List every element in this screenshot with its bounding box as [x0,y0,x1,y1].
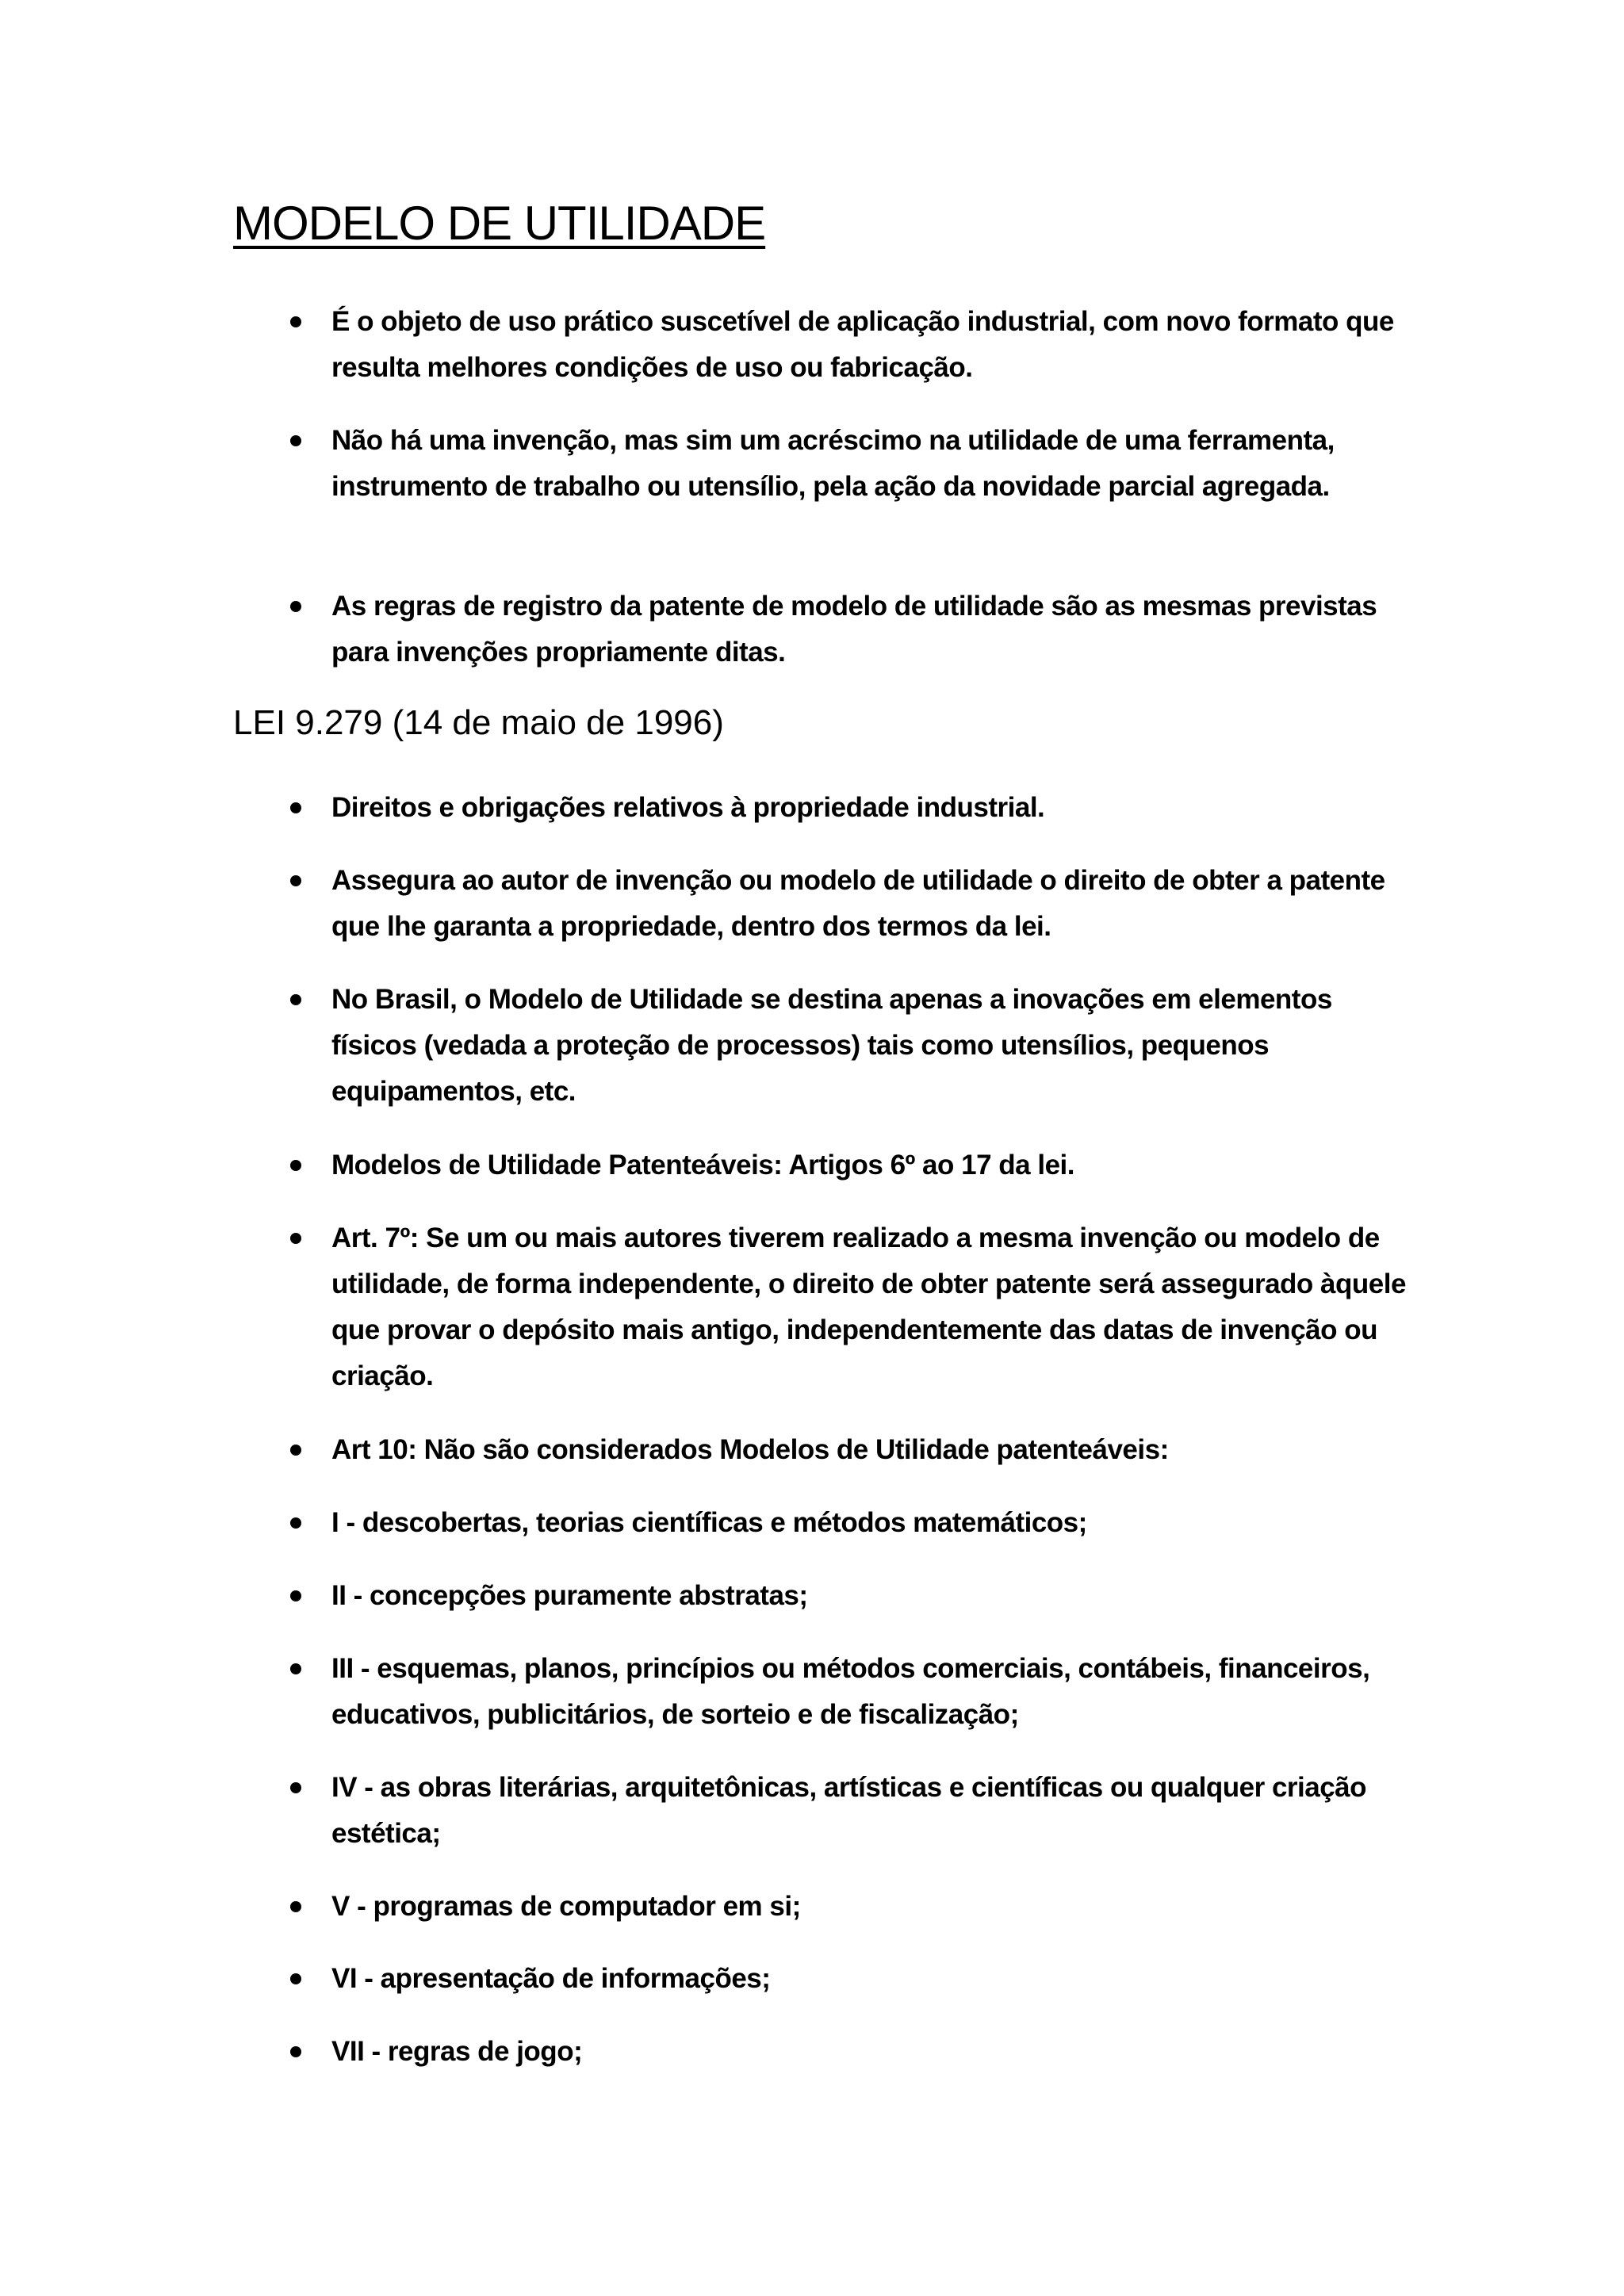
bullet-icon [290,1445,301,1456]
list-item [331,1646,1410,1738]
list-item-text: Art. 7º: Se um ou mais autores tiverem realizado a mesma invenção ou modelo de utilidade, de forma independente, o direito de obter patente será assegurado àquele que provar o depósito mais antigo, independentemente das datas de invenção ou criação. [331,1223,1406,1391]
list-item-text: VII - regras de jogo; [331,2036,583,2067]
bullet-icon [290,802,301,813]
list-item-text: No Brasil, o Modelo de Utilidade se destina apenas a inovações em elementos físicos (vedada a proteção de processos) tais como utensílios, pequenos equipamentos, etc. [331,984,1332,1107]
list-item [331,1427,1410,1473]
list-item [331,1573,1410,1619]
bullet-icon [290,316,301,327]
list-item [331,2029,1410,2075]
bullet-icon [290,601,301,612]
list-item-text: Art 10: Não são considerados Modelos de Utilidade patenteáveis: [331,1434,1169,1465]
bullet-icon [290,1782,301,1793]
list-item [331,858,1410,950]
list-item [331,977,1410,1115]
list-item [331,299,1410,391]
bullet-icon [290,1663,301,1674]
list-item-text: Modelos de Utilidade Patenteáveis: Artigos 6º ao 17 da lei. [331,1150,1074,1181]
bullet-icon [290,1590,301,1601]
list-item [331,1956,1410,2002]
bullet-icon [290,435,301,446]
law-heading: LEI 9.279 (14 de maio de 1996) [233,703,724,742]
list-item [331,1884,1410,1930]
list-item [331,1142,1410,1188]
list-item-text: As regras de registro da patente de modelo de utilidade são as mesmas previstas para invenções propriamente ditas. [331,591,1377,668]
bullet-icon [290,1517,301,1529]
bullet-icon [290,875,301,886]
list-item [331,418,1410,510]
list-item [331,584,1410,675]
list-item-text: É o objeto de uso prático suscetível de aplicação industrial, com novo formato que resulta melhores condições de uso ou fabricação. [331,306,1394,383]
list-item [331,1500,1410,1546]
list-item [331,785,1410,831]
list-item-text: Direitos e obrigações relativos à propriedade industrial. [331,792,1045,823]
list-item-text: V - programas de computador em si; [331,1891,801,1922]
bullet-icon [290,994,301,1005]
list-item-text: II - concepções puramente abstratas; [331,1580,808,1611]
list-item-text: Não há uma invenção, mas sim um acréscimo na utilidade de uma ferramenta, instrumento de trabalho ou utensílio, pela ação da novidade parcial agregada. [331,425,1335,502]
list-item-text: IV - as obras literárias, arquitetônicas, artísticas e científicas ou qualquer criação estética; [331,1772,1367,1849]
bullet-icon [290,2046,301,2057]
list-item-text: VI - apresentação de informações; [331,1963,771,1994]
bullet-icon [290,1973,301,1984]
list-item [331,1215,1410,1399]
bullet-icon [290,1160,301,1171]
page-title: MODELO DE UTILIDADE [233,197,766,250]
list-item-text: Assegura ao autor de invenção ou modelo de utilidade o direito de obter a patente que lhe garanta a propriedade, dentro dos termos da lei. [331,865,1385,942]
list-item [331,1765,1410,1857]
bullet-icon [290,1233,301,1244]
bullet-icon [290,1901,301,1912]
list-item-text: I - descobertas, teorias científicas e métodos matemáticos; [331,1507,1087,1538]
list-item-text: III - esquemas, planos, princípios ou métodos comerciais, contábeis, financeiros, educativos, publicitários, de sorteio e de fiscalização; [331,1653,1370,1730]
